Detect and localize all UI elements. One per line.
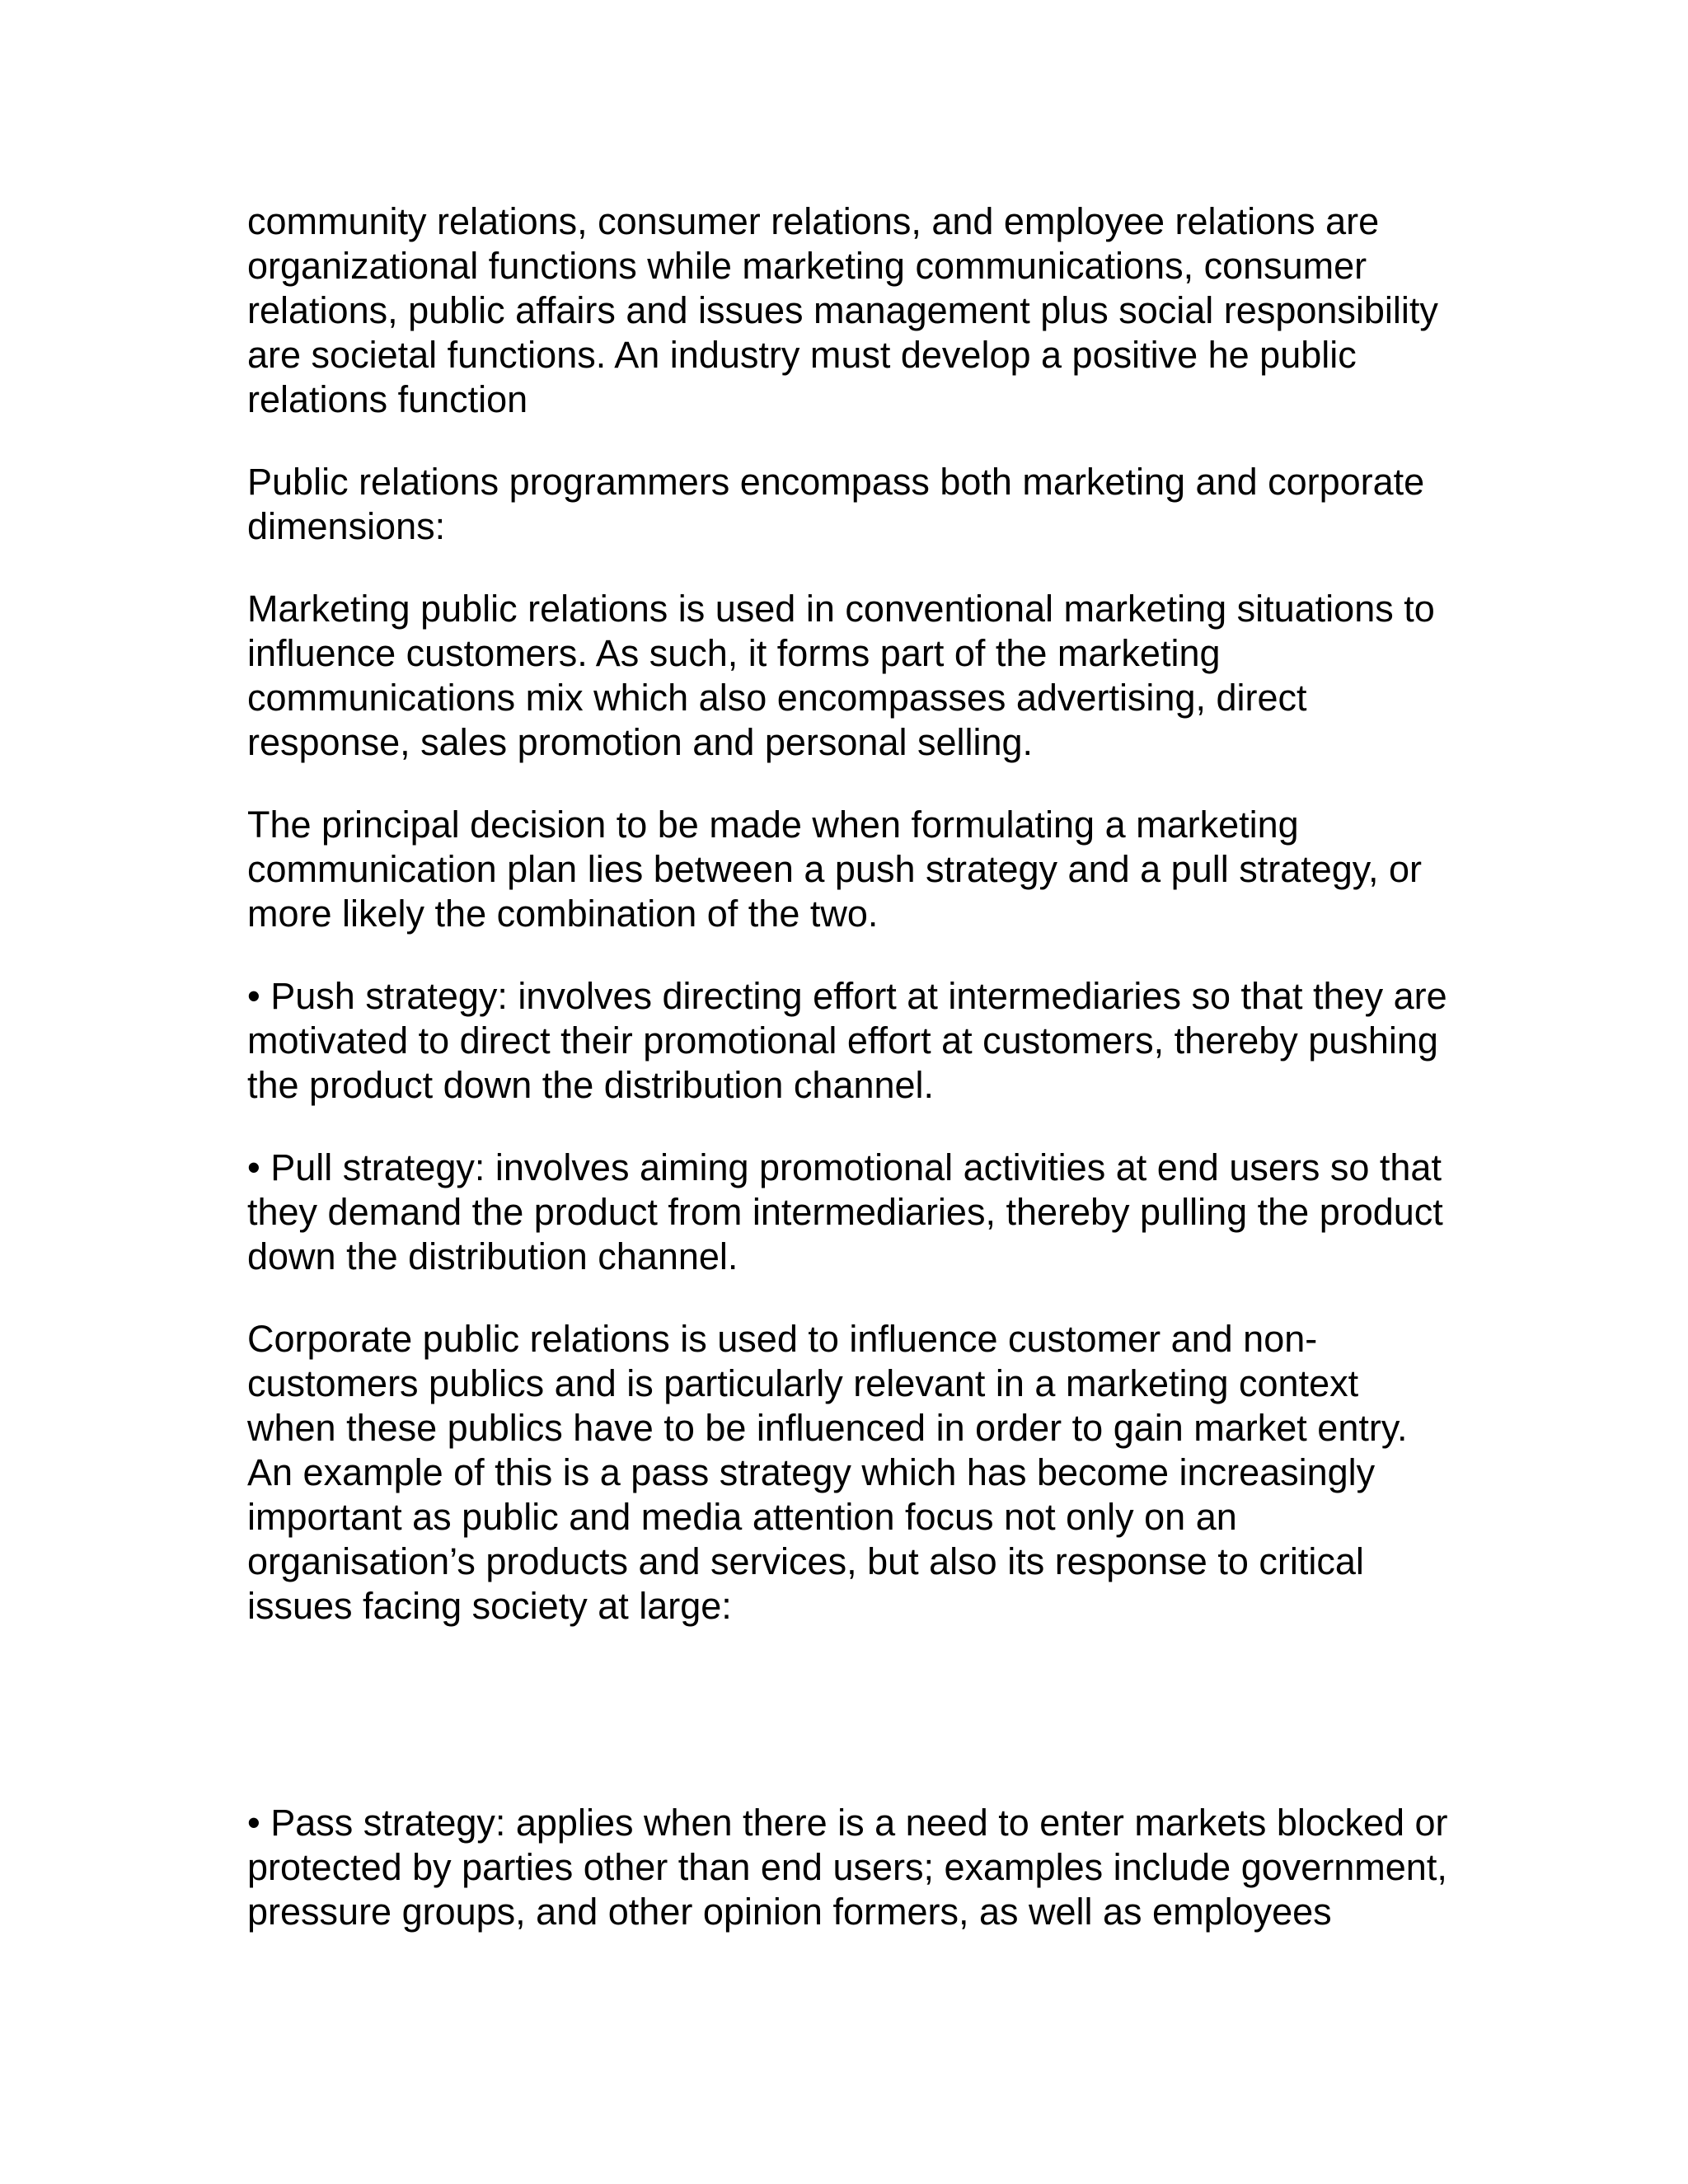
paragraph-principal-decision: The principal decision to be made when formulating a marketing communication plan lies between a push strategy and a pull strategy, or more likely the combination of the two.	[247, 804, 1422, 935]
document-body	[247, 199, 1451, 1972]
paragraph-programmes: Public relations programmers encompass both marketing and corporate dimensions:	[247, 461, 1425, 547]
bullet-push-strategy: • Push strategy: involves directing effort at intermediaries so that they are motivated to direct their promotional effort at customers, thereby pushing the product down the distribution channel.	[247, 975, 1447, 1106]
bullet-pull-strategy: • Pull strategy: involves aiming promotional activities at end users so that they demand the product from intermediaries, thereby pulling the product down the distribution channel.	[247, 1146, 1443, 1277]
paragraph-marketing-pr: Marketing public relations is used in conventional marketing situations to influence customers. As such, it forms part of the marketing communications mix which also encompasses advertising, direct response, sales promotion and personal selling.	[247, 588, 1435, 763]
bullet-pass-strategy: • Pass strategy: applies when there is a need to enter markets blocked or protected by parties other than end users; examples include government, pressure groups, and other opinion formers, as well as employees	[247, 1802, 1448, 1933]
paragraph-corporate-pr: Corporate public relations is used to influence customer and non-customers publics and is particularly relevant in a marketing context when these publics have to be influenced in order to gain market entry. An example of this is a pass strategy which has become increasingly important as public and media attention focus not only on an organisation’s products and services, but also its response to critical issues facing society at large:	[247, 1318, 1408, 1627]
paragraph-functions: community relations, consumer relations, and employee relations are organizational functions while marketing communications, consumer relations, public affairs and issues management plus social responsibility are societal functions. An industry must develop a positive he public relations function	[247, 200, 1438, 420]
